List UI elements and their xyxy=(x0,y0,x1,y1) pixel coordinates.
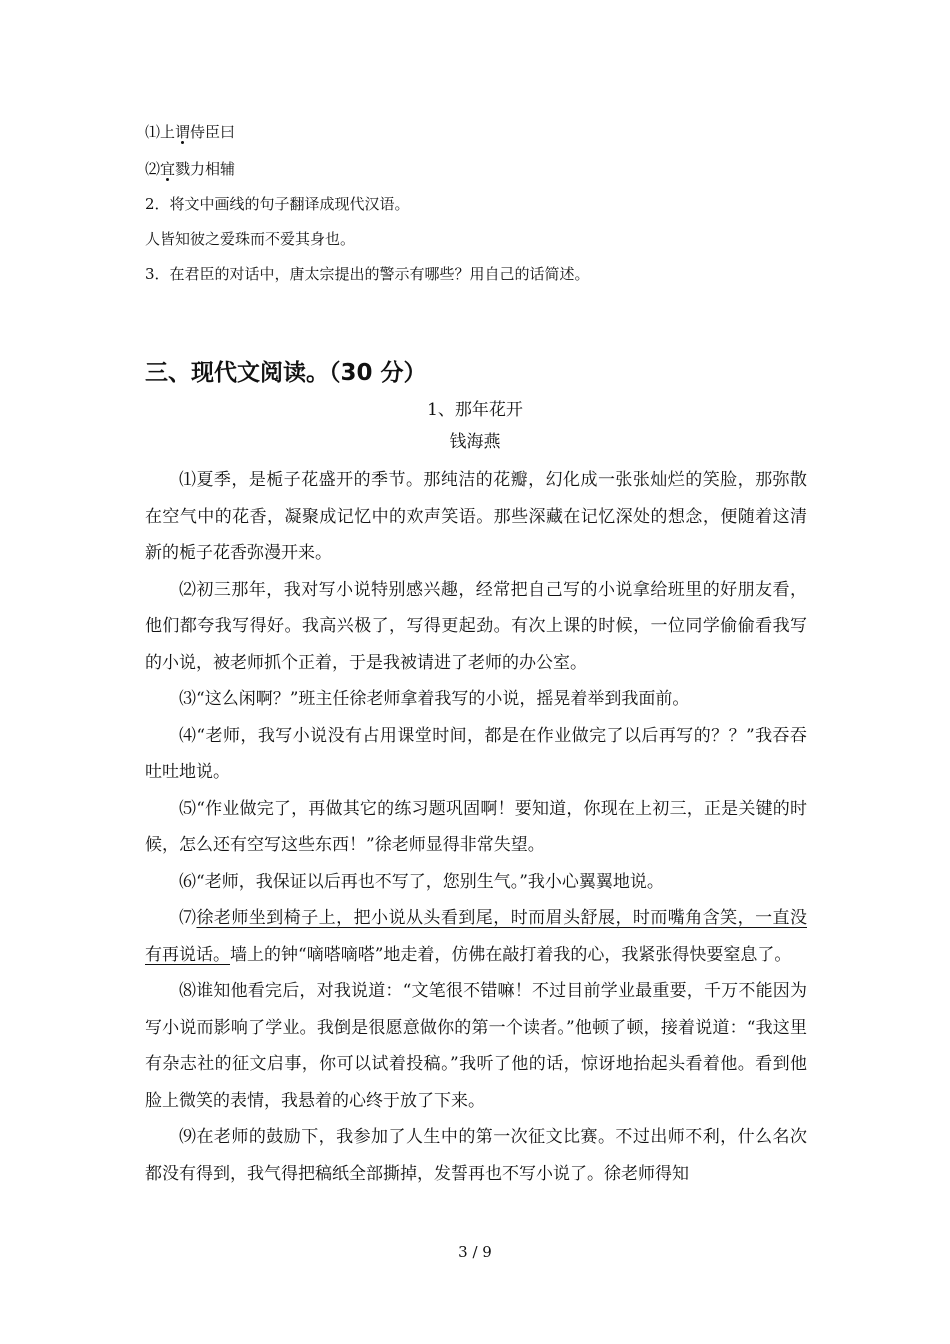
paragraph-3: ⑶“这么闲啊？”班主任徐老师拿着我写的小说，摇晃着举到我面前。 xyxy=(179,689,690,709)
sub-question-2 xyxy=(145,159,235,179)
page-number: 3 / 9 xyxy=(458,1243,492,1261)
question-2: 2．将文中画线的句子翻译成现代汉语。 xyxy=(145,195,410,213)
paragraph-6: ⑹“老师，我保证以后再也不写了，您别生气。”我小心翼翼地说。 xyxy=(179,871,664,892)
paragraph-8: ⑻谁知他看完后，对我说道：“文笔很不错嘛！不过目前学业最重要，千万不能因为写小说而影响了学业。我倒是很愿意做你的第一个读者。”他顿了顿，接着说道：“我这里有杂志社的征文启事，你可以试着投稿。”我听了他的话，惊讶地抬起头看着他。看到他脸上微笑的表情，我悬着的心终于放了下来。 xyxy=(145,981,807,1111)
emphasized-character: 谓 xyxy=(175,123,191,141)
sub-question-text: 侍臣曰 xyxy=(190,123,236,141)
paragraph-7 xyxy=(145,900,807,973)
paragraph-2: ⑵初三那年，我对写小说特别感兴趣，经常把自己写的小说拿给班里的好朋友看，他们都夸我写得好。我高兴极了，写得更起劲。有次上课的时候，一位同学偷偷看我写的小说，被老师抓个正着，于是我被请进了老师的办公室。 xyxy=(145,579,807,673)
underlined-sentence: 徐老师坐到椅子上，把小说从头看到尾，时而眉头舒展，时而嘴角含笑，一直没有再说话。 xyxy=(145,908,808,965)
paragraph-text: 墙上的钟“嘀嗒嘀嗒”地走着，仿佛在敲打着我的心，我紧张得快要窒息了。 xyxy=(230,944,792,965)
sub-question-number: ⑵ xyxy=(145,160,161,178)
paragraph-1: ⑴夏季，是栀子花盛开的季节。那纯洁的花瓣，幻化成一张张灿烂的笑脸，那弥散在空气中的花香，凝聚成记忆中的欢声笑语。那些深藏在记忆深处的想念，便随着这清新的栀子花香弥漫开来。 xyxy=(145,470,807,563)
section-heading: 三、现代文阅读。（30 分） xyxy=(145,360,427,386)
article-author: 钱海燕 xyxy=(449,432,501,452)
paragraph-number: ⑺ xyxy=(179,908,197,928)
question-2-sentence: 人皆知彼之爱珠而不爱其身也。 xyxy=(145,230,356,248)
paragraph-4: ⑷“老师，我写小说没有占用课堂时间，都是在作业做完了以后再写的？？”我吞吞吐吐地说。 xyxy=(145,725,807,782)
paragraph-9: ⑼在老师的鼓励下，我参加了人生中的第一次征文比赛。不过出师不利，什么名次都没有得到，我气得把稿纸全部撕掉，发誓再也不写小说了。徐老师得知 xyxy=(145,1127,807,1184)
sub-question-1 xyxy=(145,122,235,142)
article-body xyxy=(145,462,807,1192)
sub-question-number: ⑴ xyxy=(145,123,161,141)
sub-question-text: 上 xyxy=(160,123,176,141)
sub-question-text: 戮力相辅 xyxy=(175,160,236,178)
question-3: 3．在君臣的对话中，唐太宗提出的警示有哪些？用自己的话简述。 xyxy=(145,265,590,283)
paragraph-5: ⑸“作业做完了，再做其它的练习题巩固啊！要知道，你现在上初三，正是关键的时候，怎么还有空写这些东西！”徐老师显得非常失望。 xyxy=(145,798,807,855)
article-title: 1、那年花开 xyxy=(427,400,523,420)
emphasized-character: 宜 xyxy=(160,160,176,178)
